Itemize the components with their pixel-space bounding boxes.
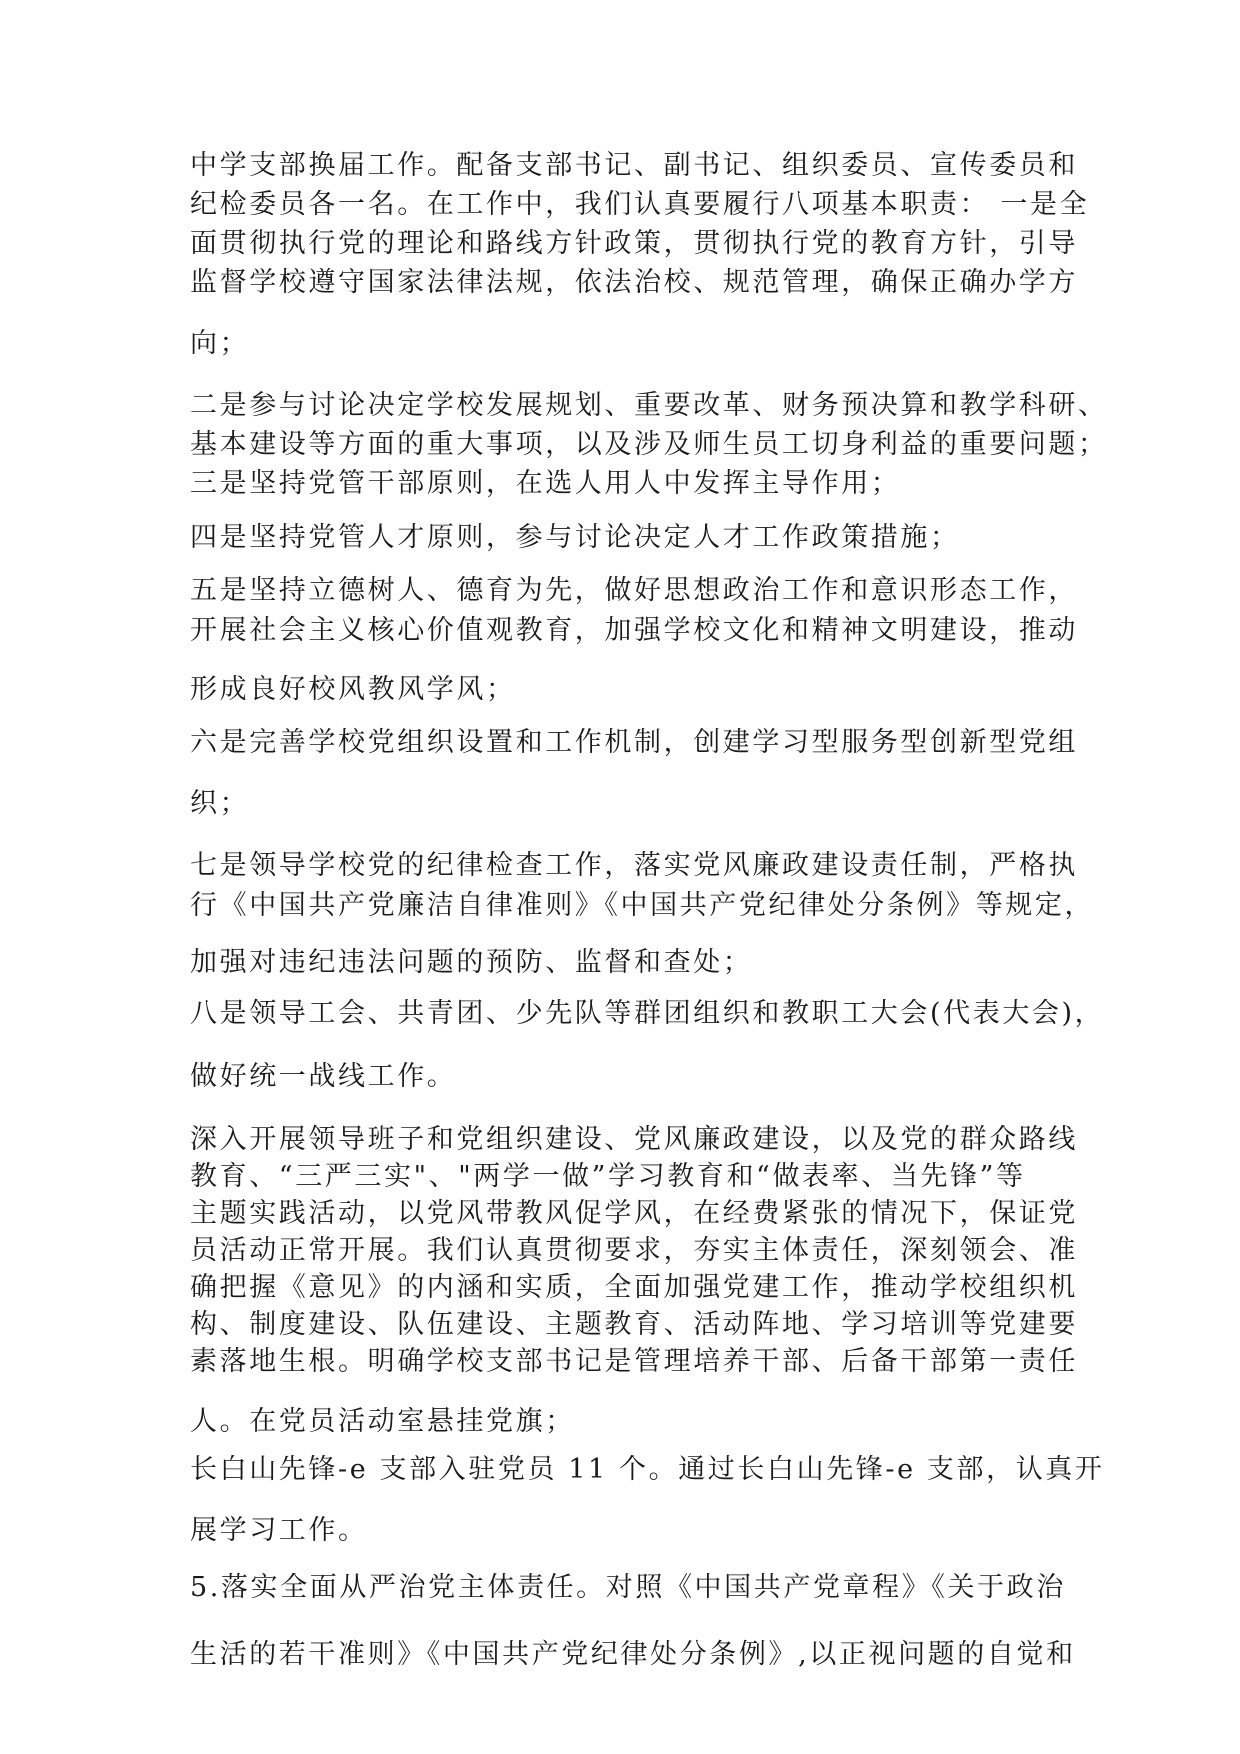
text-line: 形成良好校风教风学风； bbox=[190, 674, 516, 705]
text-line: 生活的若干准则》《中国共产党纪律处分条例》,以正视问题的自觉和 bbox=[190, 1639, 1076, 1670]
text-line: 向； bbox=[190, 328, 250, 359]
text-line: 教育、“三严三实"、"两学一做”学习教育和“做表率、当先锋”等 bbox=[190, 1161, 1026, 1192]
text-line: 确把握《意见》的内涵和实质，全面加强党建工作，推动学校组织机 bbox=[190, 1272, 1078, 1303]
text-line: 面贯彻执行党的理论和路线方针政策，贯彻执行党的教育方针，引导 bbox=[190, 228, 1078, 259]
text-line: 三是坚持党管干部原则，在选人用人中发挥主导作用； bbox=[190, 468, 901, 499]
text-line: 纪检委员各一名。在工作中，我们认真要履行八项基本职责： 一是全 bbox=[190, 189, 1090, 220]
text-line: 素落地生根。明确学校支部书记是管理培养干部、后备干部第一责任 bbox=[190, 1346, 1078, 1377]
text-line: 加强对违纪违法问题的预防、监督和查处； bbox=[190, 947, 753, 978]
text-line: 六是完善学校党组织设置和工作机制，创建学习型服务型创新型党组 bbox=[190, 727, 1078, 758]
text-line: 八是领导工会、共青团、少先队等群团组织和教职工大会(代表大会)， bbox=[190, 998, 1105, 1029]
text-line: 人。在党员活动室悬挂党旗； bbox=[190, 1406, 575, 1437]
text-line: 深入开展领导班子和党组织建设、党风廉政建设，以及党的群众路线 bbox=[190, 1124, 1078, 1155]
text-line: 行《中国共产党廉洁自律准则》《中国共产党纪律处分条例》等规定， bbox=[190, 890, 1095, 921]
text-line: 基本建设等方面的重大事项，以及涉及师生员工切身利益的重要问题； bbox=[190, 429, 1108, 460]
text-line: 二是参与讨论决定学校发展规划、重要改革、财务预决算和教学科研、 bbox=[190, 390, 1108, 421]
text-line: 监督学校遵守国家法律法规，依法治校、规范管理，确保正确办学方 bbox=[190, 267, 1078, 298]
text-line: 展学习工作。 bbox=[190, 1515, 368, 1546]
text-line: 员活动正常开展。我们认真贯彻要求，夯实主体责任，深刻领会、准 bbox=[190, 1235, 1078, 1266]
text-line: 5.落实全面从严治党主体责任。对照《中国共产党章程》《关于政治 bbox=[190, 1572, 1066, 1603]
text-line: 主题实践活动，以党风带教风促学风，在经费紧张的情况下，保证党 bbox=[190, 1198, 1078, 1229]
text-line: 构、制度建设、队伍建设、主题教育、活动阵地、学习培训等党建要 bbox=[190, 1309, 1078, 1340]
text-line: 四是坚持党管人才原则，参与讨论决定人才工作政策措施； bbox=[190, 522, 960, 553]
text-line: 七是领导学校党的纪律检查工作，落实党风廉政建设责任制，严格执 bbox=[190, 850, 1078, 881]
text-line: 五是坚持立德树人、德育为先，做好思想政治工作和意识形态工作， bbox=[190, 575, 1078, 606]
text-line: 织； bbox=[190, 788, 250, 819]
text-line: 做好统一战线工作。 bbox=[190, 1061, 457, 1092]
text-line: 开展社会主义核心价值观教育，加强学校文化和精神文明建设，推动 bbox=[190, 615, 1078, 646]
text-line: 长白山先锋-e 支部入驻党员 11 个。通过长白山先锋-e 支部，认真开 bbox=[190, 1454, 1105, 1485]
text-line: 中学支部换届工作。配备支部书记、副书记、组织委员、宣传委员和 bbox=[190, 150, 1078, 181]
